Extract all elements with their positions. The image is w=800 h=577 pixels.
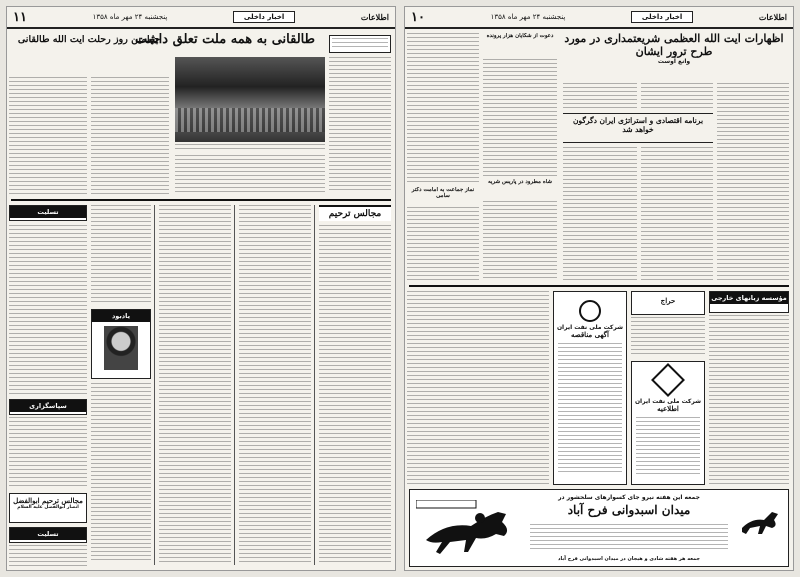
col-headline-2: شاه مطرود در پاریس شریه [487, 179, 553, 185]
lead-headline: طالقانی به همه ملت تعلق داشت [135, 33, 315, 47]
lead-body-below-photo [175, 155, 325, 193]
lead-body-col-3b [563, 147, 637, 283]
lead-body-col-1 [717, 83, 789, 283]
classified-col-left [407, 291, 549, 485]
col-body-2 [483, 201, 557, 281]
racehorse-icon [416, 500, 526, 560]
page-number: ۱۱ [13, 9, 27, 25]
condolence-text-1 [9, 225, 87, 395]
left-newspaper-page [6, 6, 396, 571]
obituary-column-1 [319, 225, 391, 565]
memorial-banner: مجالس ترحیم ابوالفضل انصار ابوالفضل علیه السلام [9, 493, 87, 523]
second-headline: چهلمین روز رحلت آیت الله طالقانی [17, 35, 161, 45]
second-body-col-1 [91, 77, 169, 195]
memorial-notice [91, 309, 151, 379]
condolence-notice-1: تسلیت [9, 205, 87, 221]
auction-notice: شرکت ملی نفت ایران آگهی مناقصه [553, 291, 627, 485]
fold-rule [409, 285, 789, 287]
masthead-logo: اطلاعات [758, 12, 787, 22]
sidebar-text [332, 38, 388, 50]
notice-col-lower [91, 383, 151, 563]
lead-headline: اظهارات آیت الله العظمی شریعتمداری در مورد طرح ترور ایشان [564, 33, 784, 58]
second-headline: برنامه اقتصادی و استراتژی ایران دگرگون خواهد شد [572, 116, 704, 134]
company-emblem-icon [579, 300, 601, 322]
fold-rule [11, 199, 391, 201]
sidebar-box [329, 35, 391, 53]
page-date: پنجشنبه ۲۴ مهر ماه ۱۳۵۸ [92, 13, 168, 21]
page-folio [405, 7, 793, 29]
notice-col-upper [91, 205, 151, 305]
foreign-language-ad: مؤسسه زبانهای خارجی [709, 291, 789, 313]
classified-col-1 [709, 315, 789, 485]
col-headline-3: نماز جماعت به امامت دکتر سامی [411, 187, 475, 200]
right-newspaper-page [404, 6, 794, 571]
page-number: ۱۰ [411, 9, 425, 25]
obituary-column-3 [159, 205, 231, 565]
lead-body-col-right [329, 57, 391, 193]
thanks-text [9, 417, 87, 489]
condolence-notice-2: تسلیت [9, 527, 87, 543]
condolence-text-2 [9, 545, 87, 567]
portrait-photo [104, 326, 138, 370]
second-body-col-2 [9, 77, 87, 195]
thanks-notice: سپاسگزاری [9, 399, 87, 415]
masthead-logo: اطلاعات [360, 12, 389, 22]
section-label: اخبار داخلی [233, 11, 295, 23]
second-headline-block [563, 113, 713, 143]
section-label: اخبار داخلی [631, 11, 693, 23]
race-logo-icon [738, 506, 782, 536]
page-folio [7, 7, 395, 29]
lead-body-col-2a [641, 83, 713, 111]
oil-company-notice: شرکت ملی نفت ایران اطلاعیه [631, 361, 705, 485]
page-date: پنجشنبه ۲۴ مهر ماه ۱۳۵۸ [490, 13, 566, 21]
col-body-left [407, 33, 479, 183]
lead-body-col-3a [563, 83, 637, 111]
race-ad-headline: میدان اسبدوانی فرح آباد [567, 503, 691, 517]
lead-body-col-2b [641, 147, 713, 283]
second-headline-block [9, 35, 169, 75]
col-body-3 [407, 207, 479, 281]
col-headline-1: دعوت از شکایان هزار پرونده [486, 33, 554, 39]
notice-title: یادبود [92, 310, 150, 322]
photo-caption [175, 144, 325, 150]
lead-sub: وانع آوست [657, 58, 691, 66]
photo-crowd [175, 108, 325, 132]
news-photo [175, 57, 325, 142]
col-body-1 [483, 59, 557, 177]
obituary-column-2 [239, 205, 311, 565]
horse-race-ad: جمعه این هفته نیرو جای کسوارهای سلحشور در میدان اسبدوانی فرح آباد جمعه هر هفته شادی و هیجان در میدان اسبدوانی فرح آباد [409, 489, 789, 567]
company-logo-icon [651, 363, 685, 397]
agri-auction-ad: حراج [631, 291, 705, 315]
lead-headline-block [559, 33, 789, 79]
classified-col-2a [631, 317, 705, 357]
obituary-section-header: مجالس ترحیم [319, 205, 391, 221]
